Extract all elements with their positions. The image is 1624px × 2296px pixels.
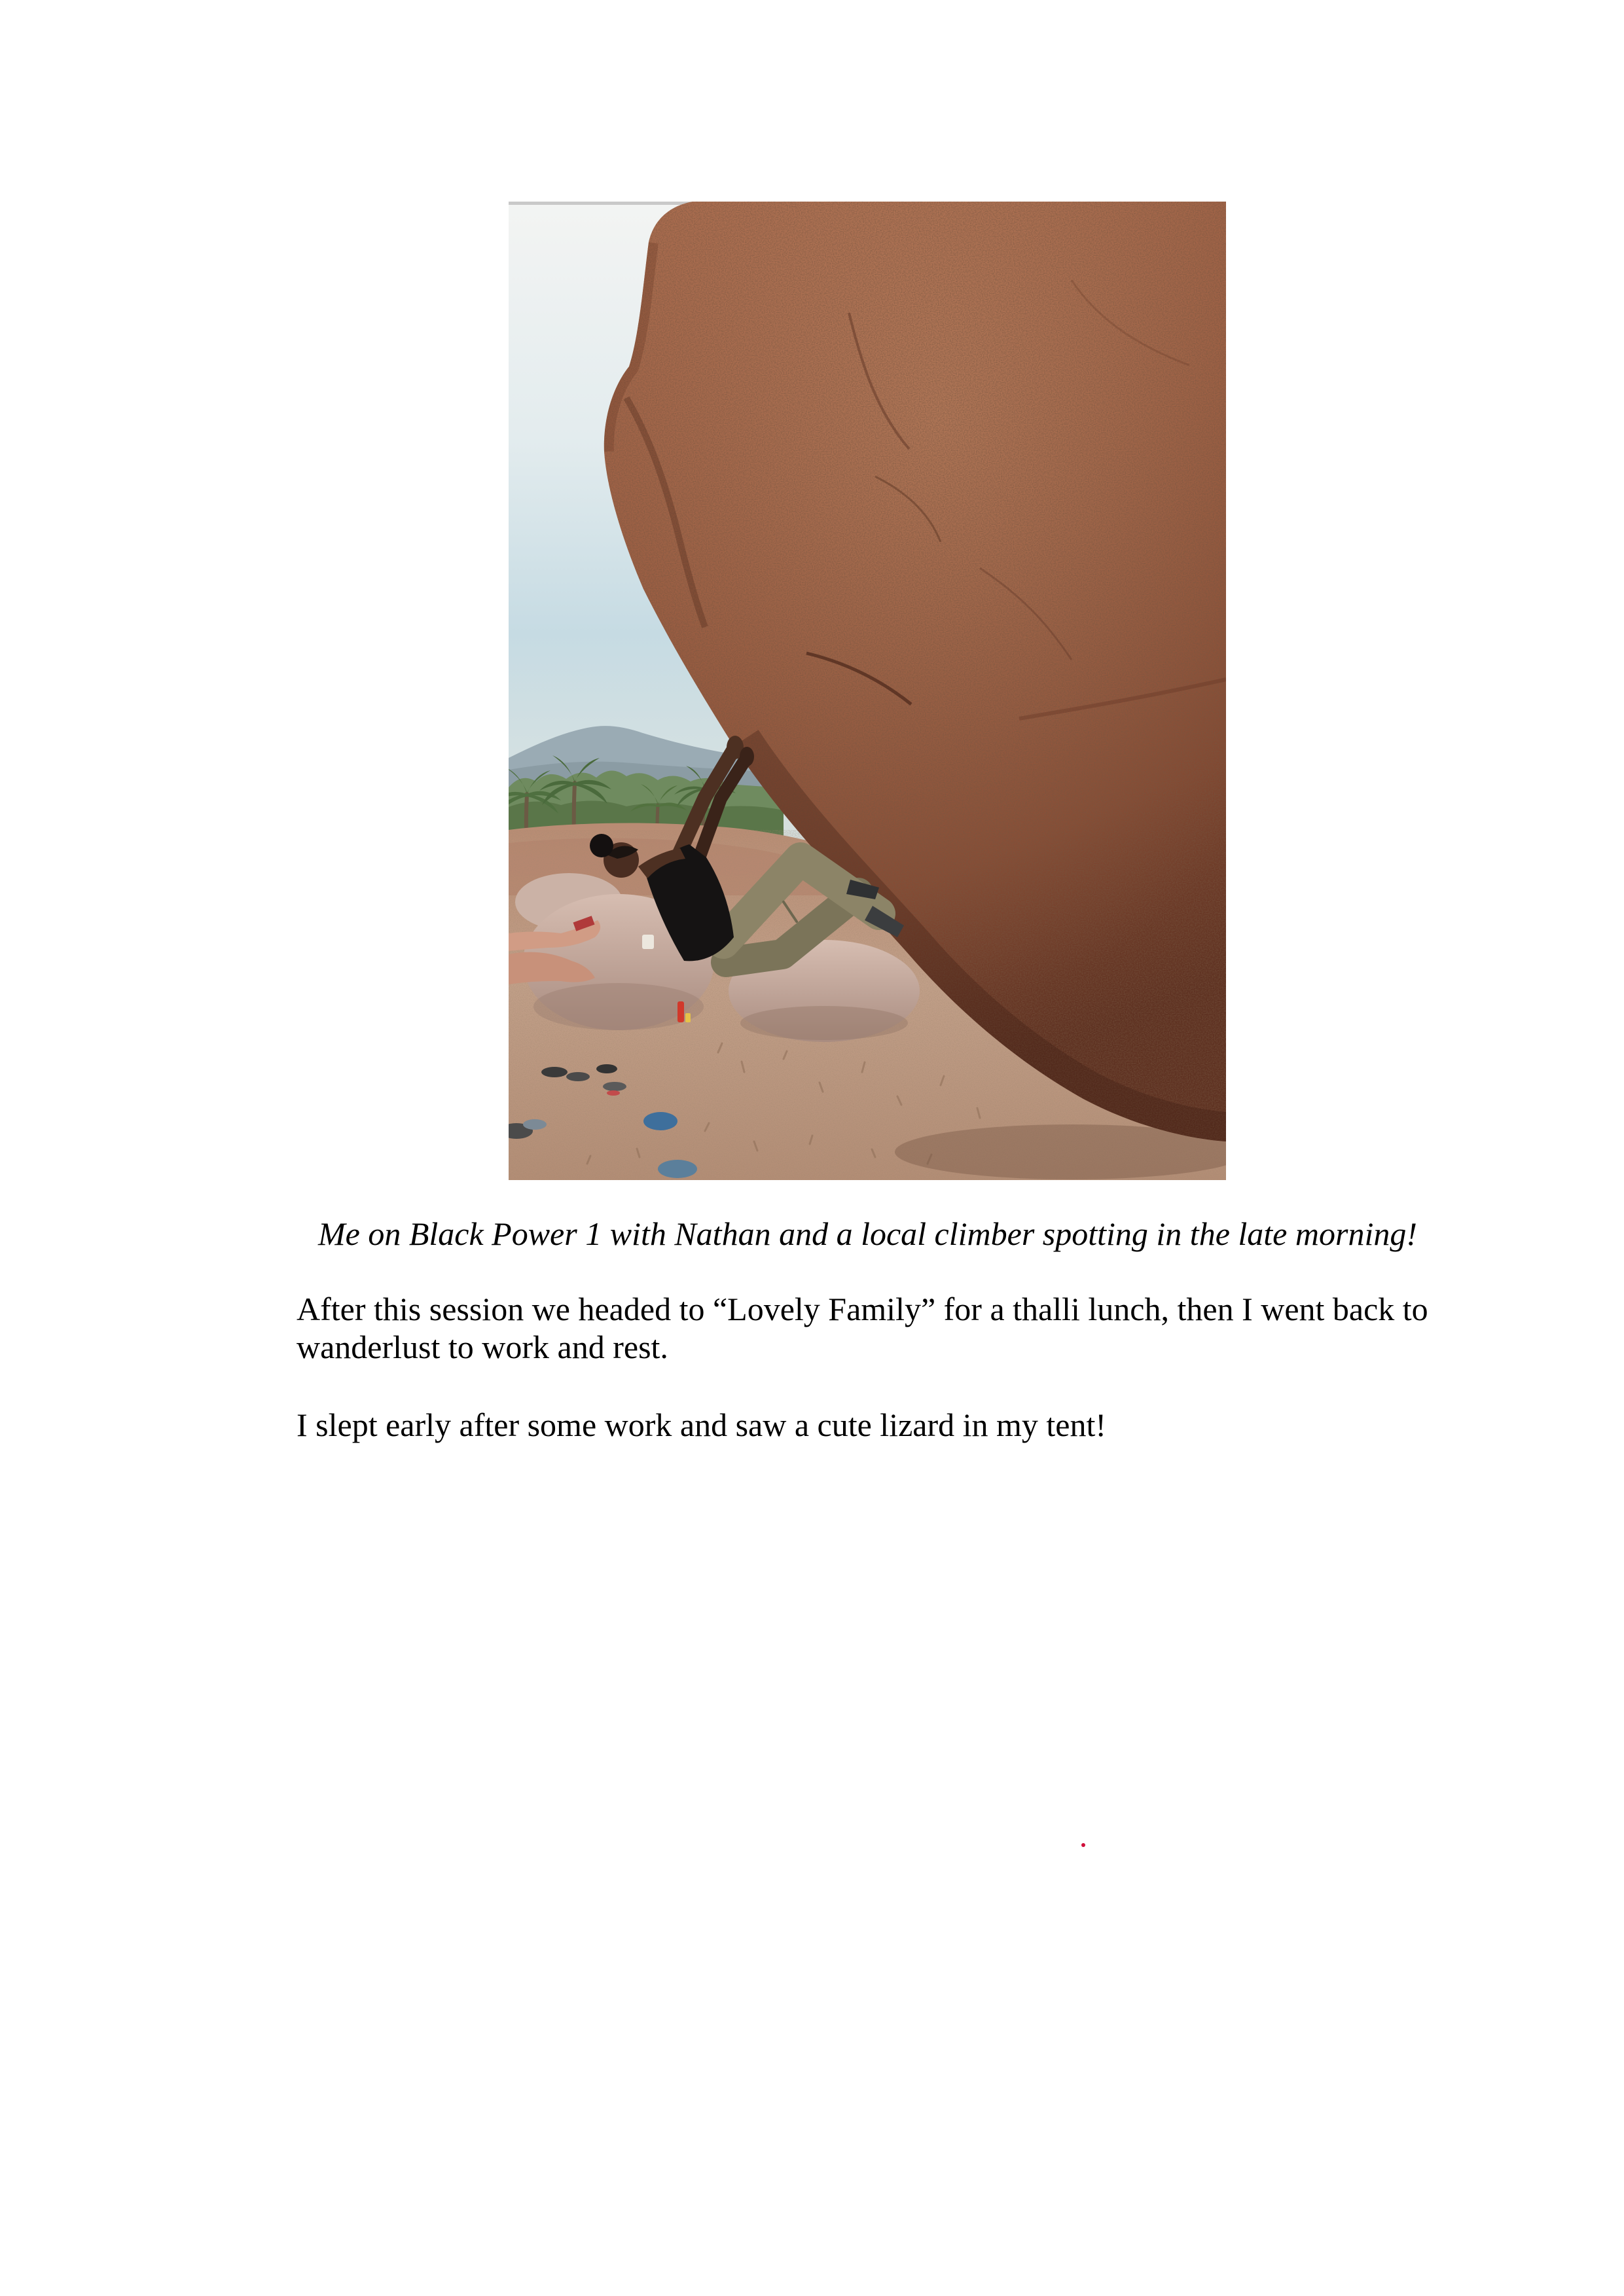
red-dot-mark [1081,1843,1085,1847]
paragraph-lizard [297,1406,1106,1444]
photo-caption: Me on Black Power 1 with Nathan and a local climber spotting in the late morning! [318,1215,1417,1252]
climbing-photo [509,202,1226,1180]
paragraph-line: After this session we headed to “Lovely Family” for a thalli lunch, then I went back to [297,1291,1428,1327]
paragraph-lunch [297,1290,1428,1366]
paragraph-line: wanderlust to work and rest. [297,1329,668,1365]
paragraph-line: I slept early after some work and saw a cute lizard in my tent! [297,1407,1107,1443]
